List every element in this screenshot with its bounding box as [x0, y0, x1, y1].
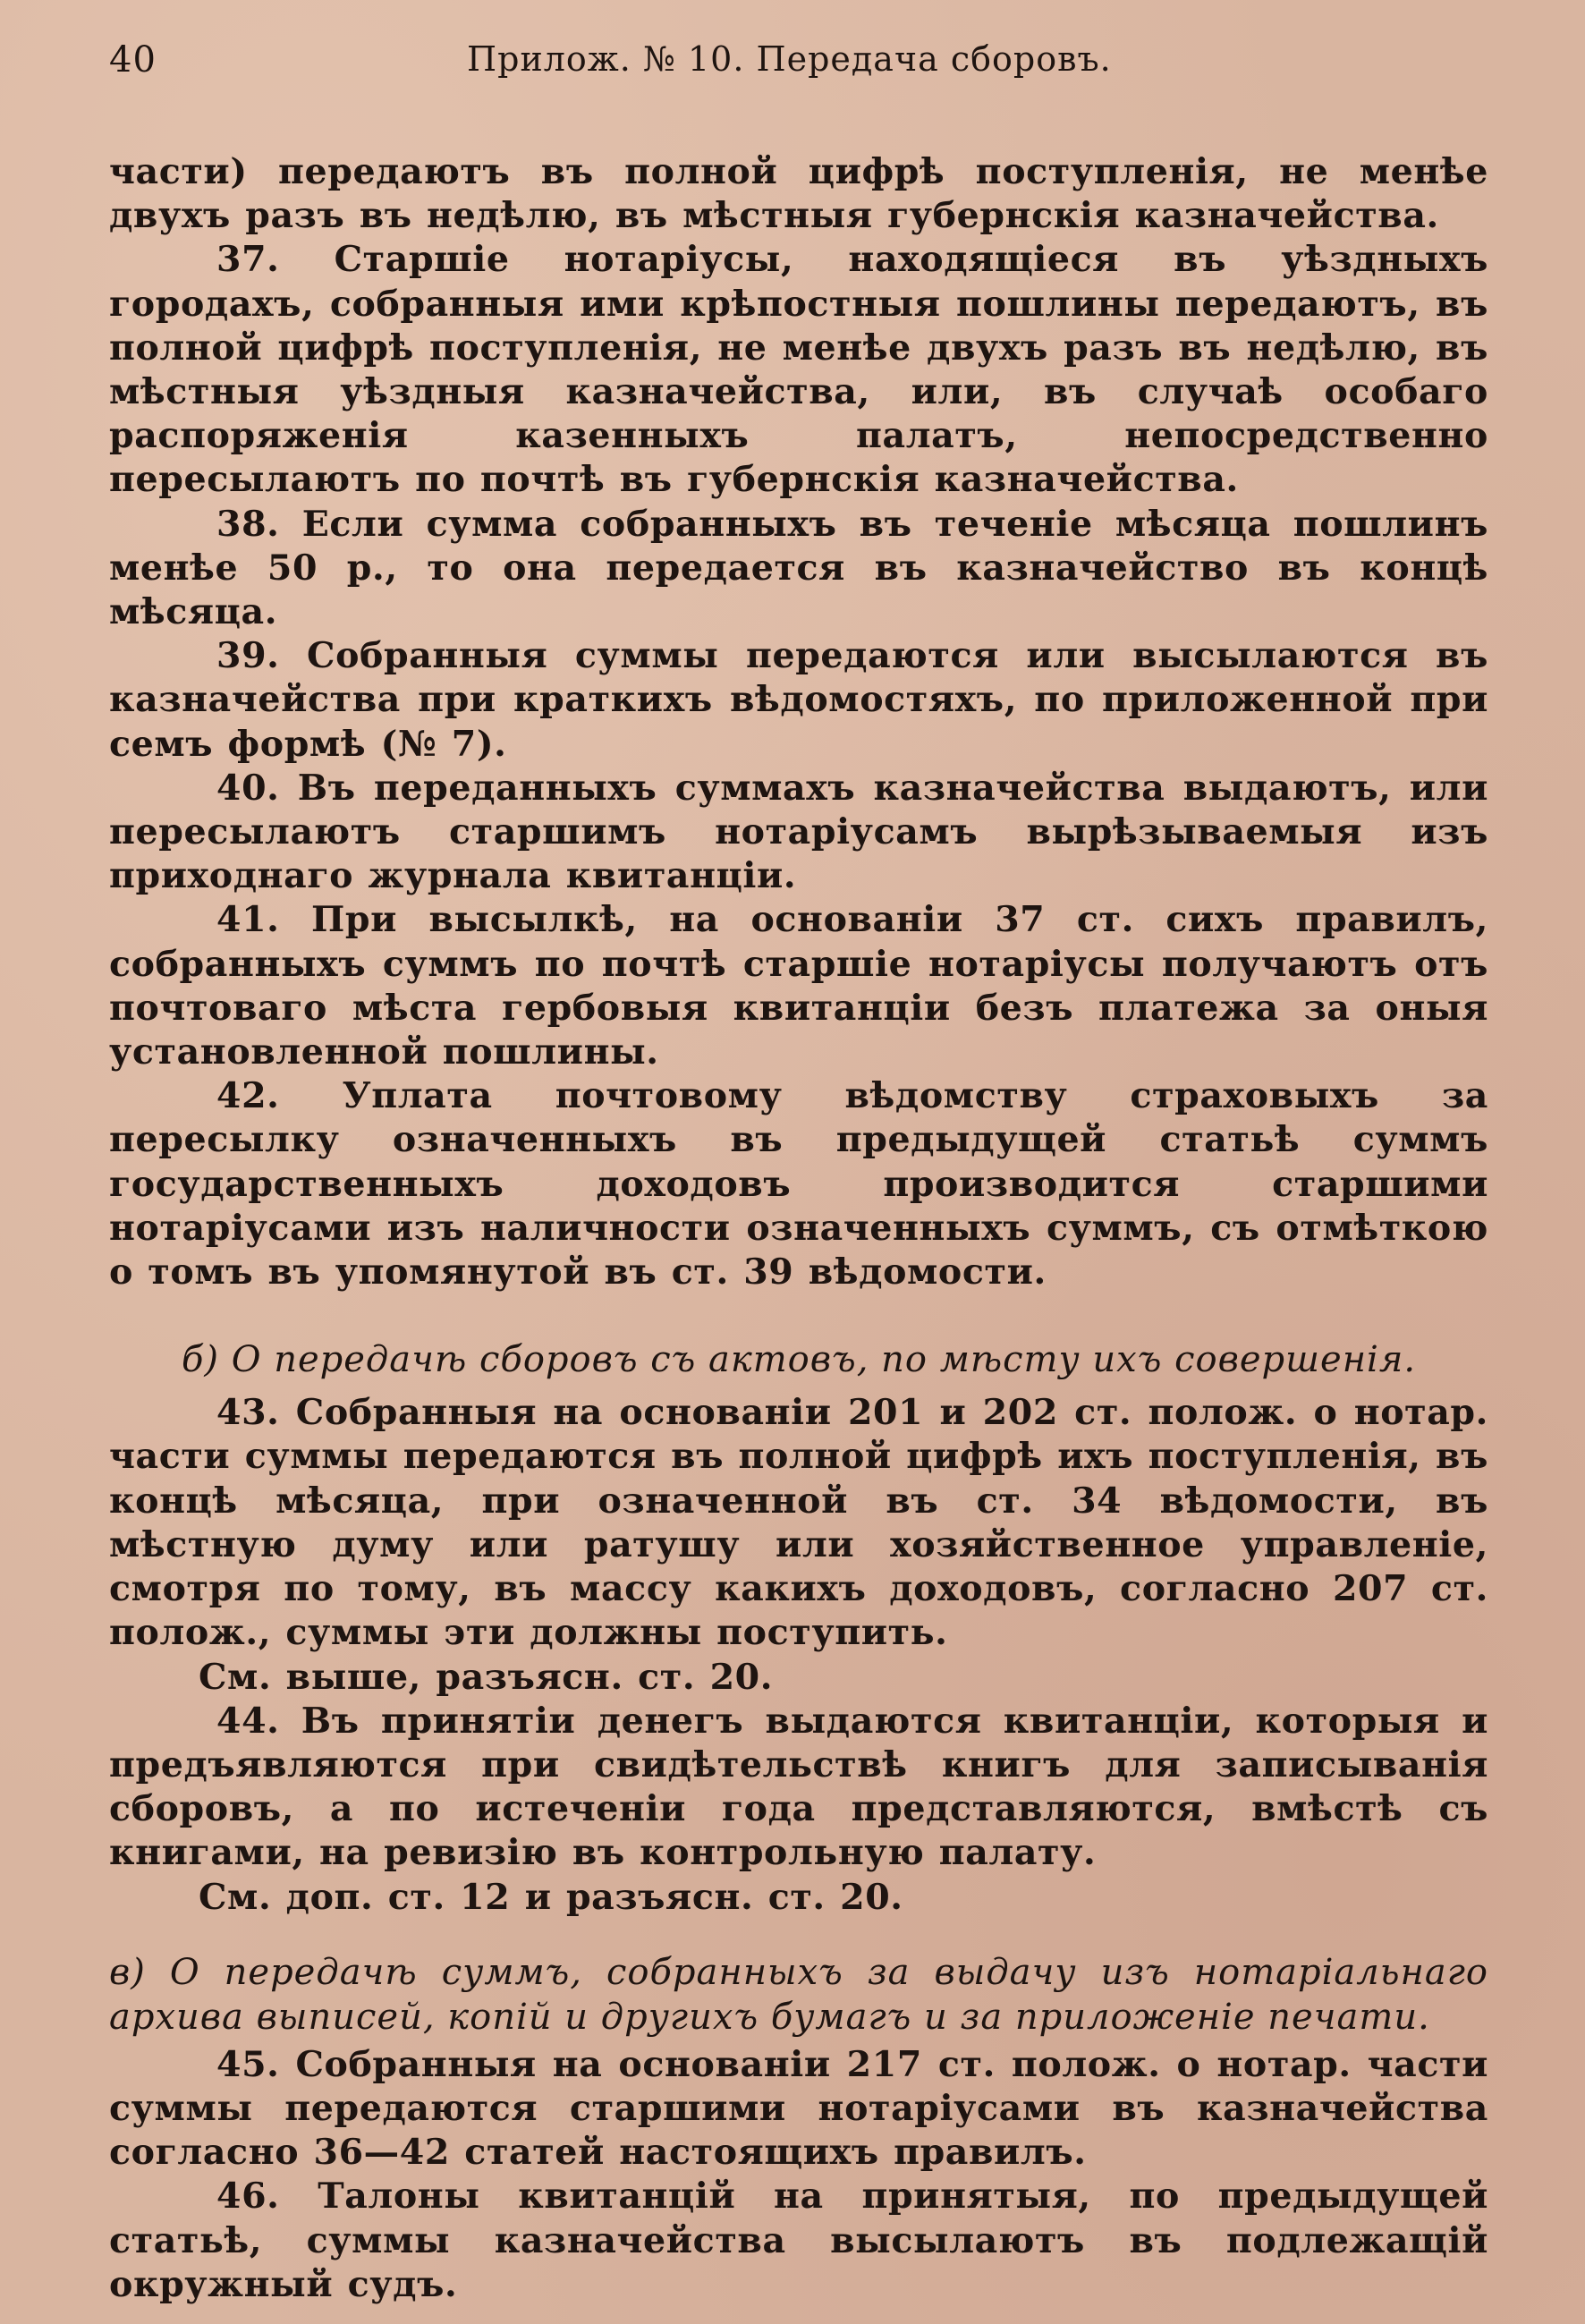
body-text [109, 150, 1488, 2307]
article-42: 42. Уплата почтовому вѣдомству страховыхъ за пересылку означенныхъ въ предыдущей статьѣ суммъ государственныхъ доходовъ производится старшими нотаріусами изъ наличности означенныхъ суммъ, съ отмѣткою о томъ въ упомянутой въ ст. 39 вѣдомости. [109, 1075, 1488, 1293]
section-heading-b: б) О передачѣ сборовъ съ актовъ, по мѣсту ихъ совершенія. [181, 1339, 1417, 1381]
article-43: 43. Собранныя на основаніи 201 и 202 ст. полож. о нотар. части суммы передаются въ полной цифрѣ ихъ поступленія, въ концѣ мѣсяца, при означенной въ ст. 34 вѣдомости, въ мѣстную думу или ратушу или хозяйственное управленіе, смотря по тому, въ массу какихъ доходовъ, согласно 207 ст. полож., суммы эти должны поступить. [109, 1392, 1488, 1654]
article-41: 41. При высылкѣ, на основаніи 37 ст. сихъ правилъ, собранныхъ суммъ по почтѣ старшіе нотаріусы получаютъ отъ почтоваго мѣста гербовыя квитанціи безъ платежа за оныя установленной пошлины. [109, 899, 1488, 1073]
section-heading-v: в) О передачѣ суммъ, собранныхъ за выдачу изъ нотаріальнаго архива выписей, копій и другихъ бумагъ и за приложеніе печати. [109, 1951, 1488, 2038]
article-37: 37. Старшіе нотаріусы, находящіеся въ уѣздныхъ городахъ, собранныя ими крѣпостныя пошлины передаютъ, въ полной цифрѣ поступленія, не менѣе двухъ разъ въ недѣлю, въ мѣстныя уѣздныя казначейства, или, въ случаѣ особаго распоряженія казенныхъ палатъ, непосредственно пересылаютъ по почтѣ въ губернскія казначейства. [109, 239, 1488, 501]
article-46: 46. Талоны квитанцій на принятыя, по предыдущей статьѣ, суммы казначейства высылаютъ въ подлежащій окружный судъ. [109, 2176, 1488, 2305]
page-number: 40 [109, 39, 157, 81]
article-38: 38. Если сумма собранныхъ въ теченіе мѣсяца пошлинъ менѣе 50 р., то она передается въ казначейство въ концѣ мѣсяца. [109, 503, 1488, 633]
page-header [109, 0, 1488, 134]
paragraph-continuation: части) передаютъ въ полной цифрѣ поступленія, не менѣе двухъ разъ въ недѣлю, въ мѣстныя губернскія казначейства. [109, 151, 1488, 237]
reference-44: См. доп. ст. 12 и разъясн. ст. 20. [199, 1876, 903, 1918]
article-39: 39. Собранныя суммы передаются или высылаются въ казначейства при краткихъ вѣдомостяхъ, по приложенной при семъ формѣ (№ 7). [109, 635, 1488, 765]
article-45: 45. Собранныя на основаніи 217 ст. полож. о нотар. части суммы передаются старшими нотаріусами въ казначейства согласно 36—42 статей настоящихъ правилъ. [109, 2043, 1488, 2174]
article-44: 44. Въ принятіи денегъ выдаются квитанціи, которыя и предъявляются при свидѣтельствѣ книгъ для записыванія сборовъ, а по истеченіи года представляются, вмѣстѣ съ книгами, на ревизію въ контрольную палату. [109, 1700, 1488, 1874]
running-title: Прилож. № 10. Передача сборовъ. [467, 39, 1112, 79]
article-40: 40. Въ переданныхъ суммахъ казначейства выдаютъ, или пересылаютъ старшимъ нотаріусамъ вырѣзываемыя изъ приходнаго журнала квитанціи. [109, 767, 1488, 897]
reference-43: См. выше, разъясн. ст. 20. [199, 1656, 774, 1698]
